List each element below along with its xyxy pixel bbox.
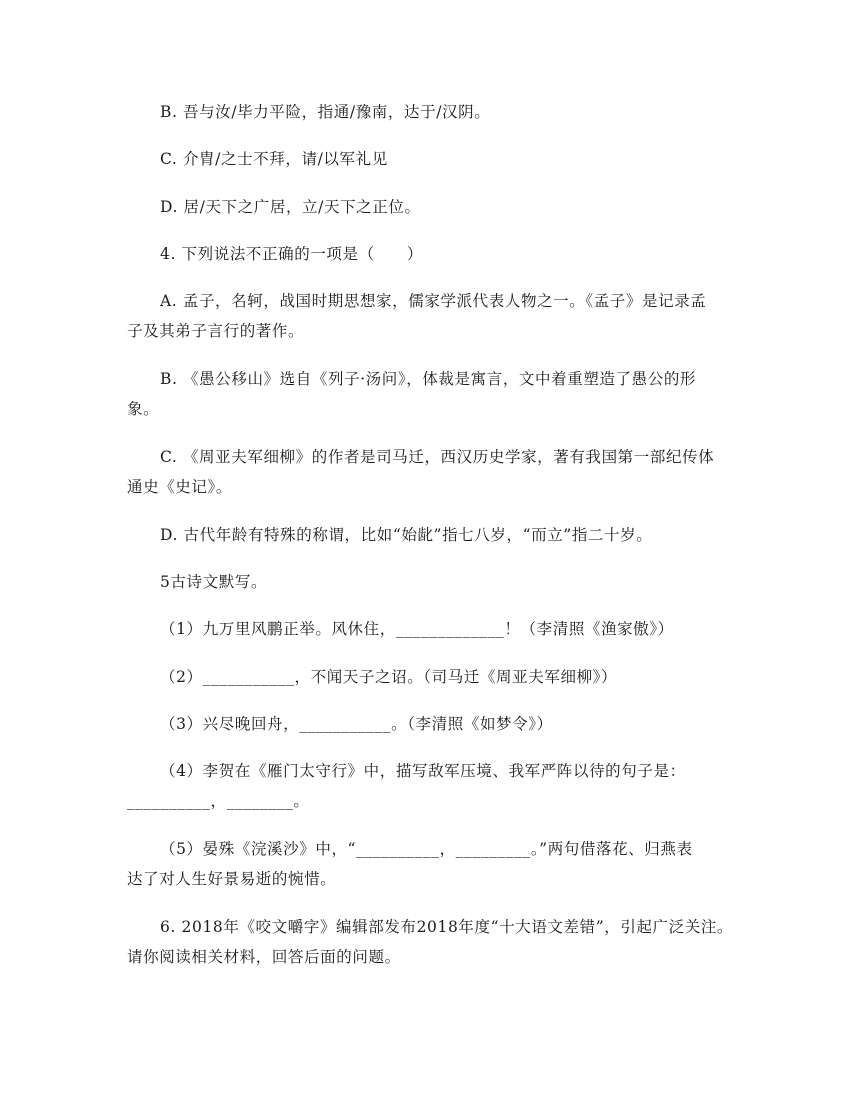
option-c-text: C. 介胄/之士不拜，请/以军礼见 <box>160 150 388 168</box>
q5-item-4-line2: __________，________。 <box>127 792 310 810</box>
question-6-line1: 6. 2018年《咬文嚼字》编辑部发布2018年度“十大语文差错”，引起广泛关注。 <box>160 918 734 936</box>
q4-option-c-line2: 通史《史记》。 <box>127 478 232 496</box>
q5-item-4-line1: （4）李贺在《雁门太守行》中，描写敌军压境、我军严阵以待的句子是： <box>160 762 686 780</box>
q4-option-b-line1: B. 《愚公移山》选自《列子·汤问》，体裁是寓言，文中着重塑造了愚公的形 <box>160 370 697 388</box>
q4-option-c-line1: C. 《周亚夫军细柳》的作者是司马迁，西汉历史学家，著有我国第一部纪传体 <box>160 448 715 466</box>
q5-item-2: （2）___________，不闻天子之诏。（司马迁《周亚夫军细柳》） <box>160 668 618 686</box>
q4-option-a-line1: A. 孟子，名轲，战国时期思想家，儒家学派代表人物之一。《孟子》是记录孟 <box>160 292 707 310</box>
q5-item-5-line2: 达了对人生好景易逝的惋惜。 <box>127 870 337 888</box>
q5-item-5-line1: （5）晏殊《浣溪沙》中，“__________，_________。”两句借落花、归燕表 <box>160 840 693 858</box>
option-d-text: D. 居/天下之广居，立/天下之正位。 <box>160 198 421 216</box>
option-b-text: B. 吾与汝/毕力平险，指通/豫南，达于/汉阴。 <box>160 103 491 121</box>
question-5-title: 5古诗文默写。 <box>160 573 268 591</box>
q4-option-b-line2: 象。 <box>127 400 160 418</box>
q4-option-a-line2: 子及其弟子言行的著作。 <box>127 322 305 340</box>
question-4-title: 4. 下列说法不正确的一项是（ ） <box>160 245 424 263</box>
q5-item-1: （1）九万里风鹏正举。风休住，_____________！（李清照《渔家傲》） <box>160 620 674 638</box>
q5-item-3: （3）兴尽晚回舟，___________。（李清照《如梦令》） <box>160 715 553 733</box>
q4-option-d-text: D. 古代年龄有特殊的称谓，比如“始龀”指七八岁，“而立”指二十岁。 <box>160 526 653 544</box>
question-6-line2: 请你阅读相关材料，回答后面的问题。 <box>127 948 401 966</box>
